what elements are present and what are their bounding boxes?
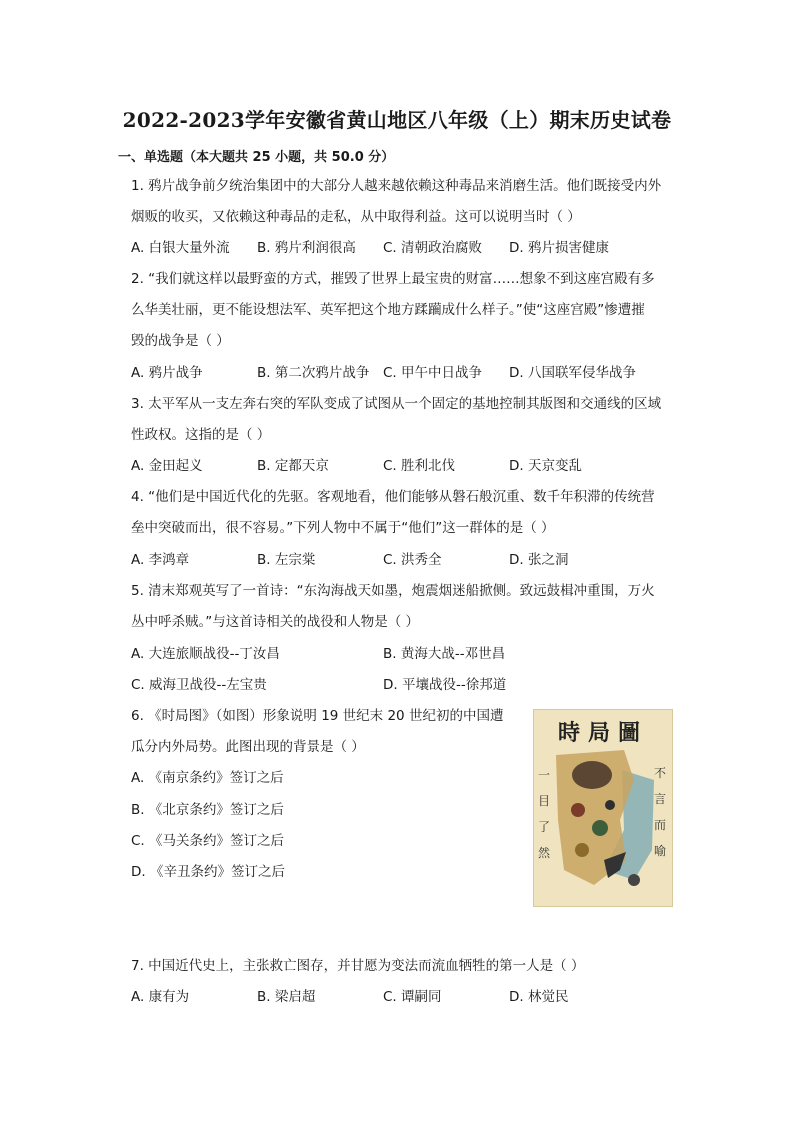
- section-heading: 一、单选题（本大题共 25 小题，共 50.0 分）: [118, 150, 395, 165]
- q3-option-c[interactable]: C. 胜利北伐: [383, 458, 456, 474]
- q6-option-b[interactable]: B. 《北京条约》签订之后: [131, 802, 284, 818]
- q3-option-a[interactable]: A. 金田起义: [131, 458, 203, 474]
- poster-figure-4: [605, 800, 615, 810]
- q6-option-d[interactable]: D. 《辛丑条约》签订之后: [131, 864, 285, 880]
- q2-stem-line1: 2. “我们就这样以最野蛮的方式，摧毁了世界上最宝贵的财富……想象不到这座宫殿有多: [131, 271, 655, 287]
- q3-option-d[interactable]: D. 天京变乱: [509, 458, 582, 474]
- q4-option-d[interactable]: D. 张之洞: [509, 552, 569, 568]
- q2-option-b[interactable]: B. 第二次鸦片战争: [257, 365, 370, 381]
- poster-figure-3: [575, 843, 589, 857]
- q3-stem-line2: 性政权。这指的是（ ）: [131, 427, 271, 443]
- q7-option-a[interactable]: A. 康有为: [131, 989, 190, 1005]
- q7-option-d[interactable]: D. 林觉民: [509, 989, 569, 1005]
- q5-stem-line1: 5. 清末郑观英写了一首诗：“东沟海战天如墨，炮震烟迷船掀侧。致远鼓楫冲重围，万火: [131, 583, 655, 599]
- q1-option-c[interactable]: C. 清朝政治腐败: [383, 240, 483, 256]
- q4-stem-line2: 垒中突破而出，很不容易。”下列人物中不属于“他们”这一群体的是（ ）: [131, 520, 555, 536]
- q1-option-a[interactable]: A. 白银大量外流: [131, 240, 230, 256]
- q1-stem-line2: 烟贩的收买，又依赖这种毒品的走私，从中取得利益。这可以说明当时（ ）: [131, 209, 581, 225]
- poster-left-caption: 一目了然: [538, 768, 551, 860]
- q2-option-a[interactable]: A. 鸦片战争: [131, 365, 203, 381]
- exam-title: 2022-2023学年安徽省黄山地区八年级（上）期末历史试卷: [122, 108, 672, 132]
- shijutu-poster-image: [533, 709, 673, 907]
- q5-stem-line2: 丛中呼杀贼。”与这首诗相关的战役和人物是（ ）: [131, 614, 420, 630]
- q7-option-c[interactable]: C. 谭嗣同: [383, 989, 442, 1005]
- poster-figure-5: [628, 874, 640, 886]
- q2-stem-line3: 毁的战争是（ ）: [131, 333, 230, 349]
- q2-option-d[interactable]: D. 八国联军侵华战争: [509, 365, 636, 381]
- q2-stem-line2: 么华美壮丽，更不能设想法军、英军把这个地方蹂躏成什么样子。”使“这座宫殿”惨遭摧: [131, 302, 645, 318]
- q4-stem-line1: 4. “他们是中国近代化的先驱。客观地看，他们能够从磐石般沉重、数千年积滞的传统营: [131, 489, 655, 505]
- q6-option-c[interactable]: C. 《马关条约》签订之后: [131, 833, 285, 849]
- q4-option-c[interactable]: C. 洪秀全: [383, 552, 442, 568]
- q6-option-a[interactable]: A. 《南京条约》签订之后: [131, 770, 284, 786]
- q6-stem-line2: 瓜分内外局势。此图出现的背景是（ ）: [131, 739, 365, 755]
- q5-option-a[interactable]: A. 大连旅顺战役--丁汝昌: [131, 646, 280, 662]
- q1-option-b[interactable]: B. 鸦片利润很高: [257, 240, 356, 256]
- q3-stem-line1: 3. 太平军从一支左奔右突的军队变成了试图从一个固定的基地控制其版图和交通线的区域: [131, 396, 662, 412]
- q5-option-d[interactable]: D. 平壤战役--徐邦道: [383, 677, 507, 693]
- q5-option-b[interactable]: B. 黄海大战--邓世昌: [383, 646, 506, 662]
- q7-stem-line1: 7. 中国近代史上，主张救亡图存，并甘愿为变法而流血牺牲的第一人是（ ）: [131, 958, 585, 974]
- poster-map-illustration: [534, 710, 672, 906]
- q3-option-b[interactable]: B. 定都天京: [257, 458, 329, 474]
- q1-stem-line1: 1. 鸦片战争前夕统治集团中的大部分人越来越依赖这种毒品来消磨生活。他们既接受内外: [131, 178, 662, 194]
- poster-figure-1: [571, 803, 585, 817]
- poster-figure-2: [592, 820, 608, 836]
- q2-option-c[interactable]: C. 甲午中日战争: [383, 365, 483, 381]
- q4-option-a[interactable]: A. 李鸿章: [131, 552, 190, 568]
- poster-bear-figure: [572, 761, 612, 789]
- poster-right-caption: 不言而喻: [654, 766, 667, 858]
- poster-title: 時局圖: [557, 720, 648, 746]
- q6-stem-line1: 6. 《时局图》（如图）形象说明 19 世纪末 20 世纪初的中国遭: [131, 708, 504, 724]
- q1-option-d[interactable]: D. 鸦片损害健康: [509, 240, 609, 256]
- q5-option-c[interactable]: C. 威海卫战役--左宝贵: [131, 677, 267, 693]
- q7-option-b[interactable]: B. 梁启超: [257, 989, 316, 1005]
- q4-option-b[interactable]: B. 左宗棠: [257, 552, 316, 568]
